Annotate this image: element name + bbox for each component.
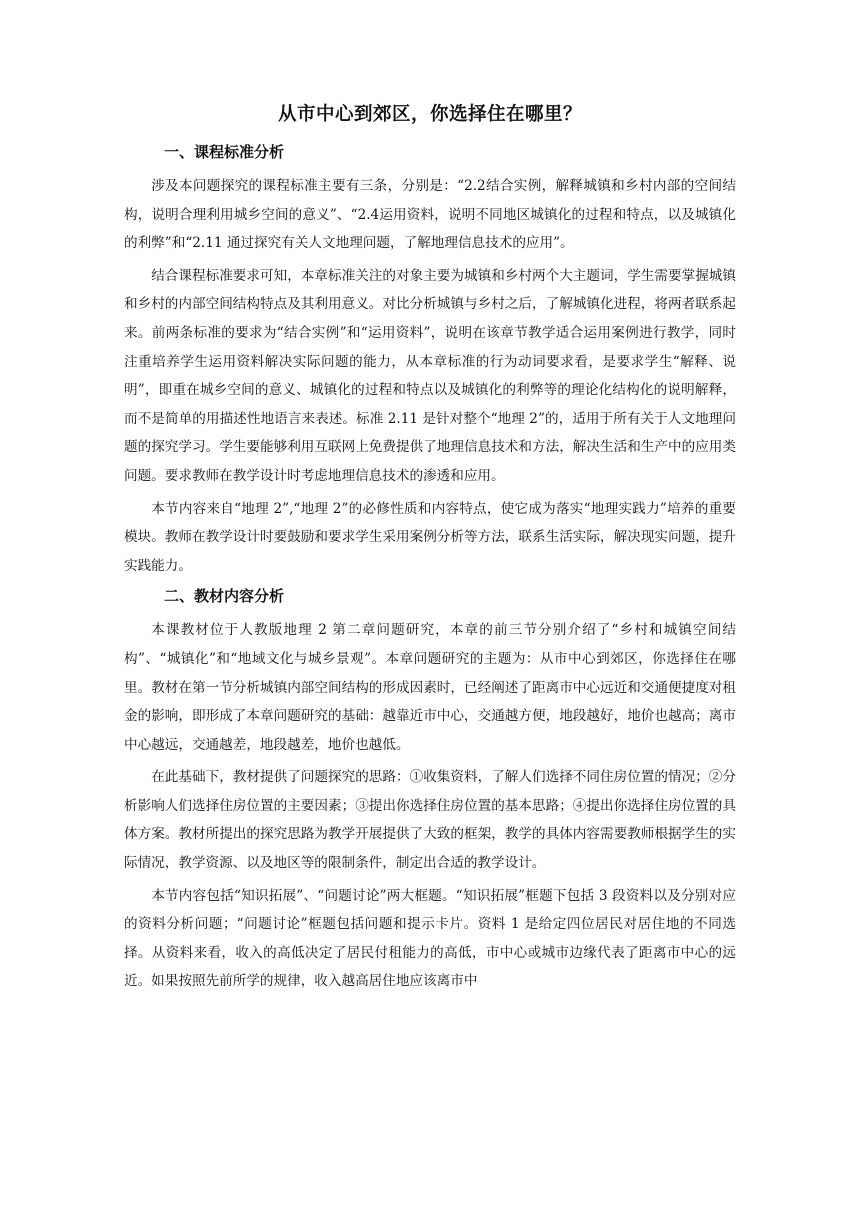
section-heading: 一、课程标准分析 — [164, 143, 285, 161]
paragraph: 涉及本问题探究的课程标准主要有三条，分别是：“2.2结合实例，解释城镇和乡村内部的空间结构，说明合理利用城乡空间的意义”、“2.4运用资料，说明不同地区城镇化的过程和特点，以及城镇化的利弊”和“2.11 通过探究有关人文地理问题，了解地理信息技术的应用”。 — [124, 178, 736, 252]
paragraph: 本课教材位于人教版地理 2 第二章问题研究，本章的前三节分别介绍了“乡村和城镇空间结构”、“城镇化”和“地域文化与城乡景观”。本章问题研究的主题为：从市中心到郊区，你选择住在哪里。教材在第一节分析城镇内部空间结构的形成因素时，已经阐述了距离市中心远近和交通便捷度对租金的影响，即形成了本章问题研究的基础：越靠近市中心，交通越方便，地段越好，地价也越高；离市中心越远，交通越差，地段越差，地价也越低。 — [124, 622, 736, 753]
document-body — [124, 100, 736, 1000]
section-curriculum-standards — [124, 140, 736, 580]
section-textbook-analysis — [124, 584, 736, 996]
page-title: 从市中心到郊区，你选择住在哪里？ — [277, 104, 582, 125]
paragraph: 在此基础下，教材提供了问题探究的思路：①收集资料，了解人们选择不同住房位置的情况；②分析影响人们选择住房位置的主要因素；③提出你选择住房位置的基本思路；④提出你选择住房位置的具体方案。教材所提出的探究思路为教学开展提供了大致的框架，教学的具体内容需要教师根据学生的实际情况，教学资源、以及地区等的限制条件，制定出合适的教学设计。 — [124, 769, 736, 872]
paragraph: 本节内容包括“知识拓展”、“问题讨论”两大框题。“知识拓展”框题下包括 3 段资料以及分别对应的资料分析问题；“问题讨论”框题包括问题和提示卡片。资料 1 是给定四位居民对居住地的不同选择。从资料来看，收入的高低决定了居民付租能力的高低，市中心或城市边缘代表了距离市中心的远近。如果按照先前所学的规律，收入越高居住地应该离市中 — [124, 887, 736, 990]
section-heading: 二、教材内容分析 — [164, 587, 285, 606]
paragraph: 结合课程标准要求可知，本章标准关注的对象主要为城镇和乡村两个大主题词，学生需要掌握城镇和乡村的内部空间结构特点及其利用意义。对比分析城镇与乡村之后，了解城镇化进程，将两者联系起来。前两条标准的要求为“结合实例”和“运用资料”，说明在该章节教学适合运用案例进行教学，同时注重培养学生运用资料解决实际问题的能力，从本章标准的行为动词要求看，是要求学生“解释、说明”，即重在城乡空间的意义、城镇化的过程和特点以及城镇化的利弊等的理论化结构化的说明解释，而不是简单的用描述性地语言来表述。标准 2.11 是针对整个“地理 2”的，适用于所有关于人文地理问题的探究学习。学生要能够利用互联网上免费提供了地理信息技术和方法，解决生活和生产中的应用类问题。要求教师在教学设计时考虑地理信息技术的渗透和应用。 — [124, 267, 736, 484]
paragraph: 本节内容来自“地理 2”,“地理 2”的必修性质和内容特点，使它成为落实“地理实践力”培养的重要模块。教师在教学设计时要鼓励和要求学生采用案例分析等方法，联系生活实际，解决现实问题，提升实践能力。 — [124, 500, 736, 574]
